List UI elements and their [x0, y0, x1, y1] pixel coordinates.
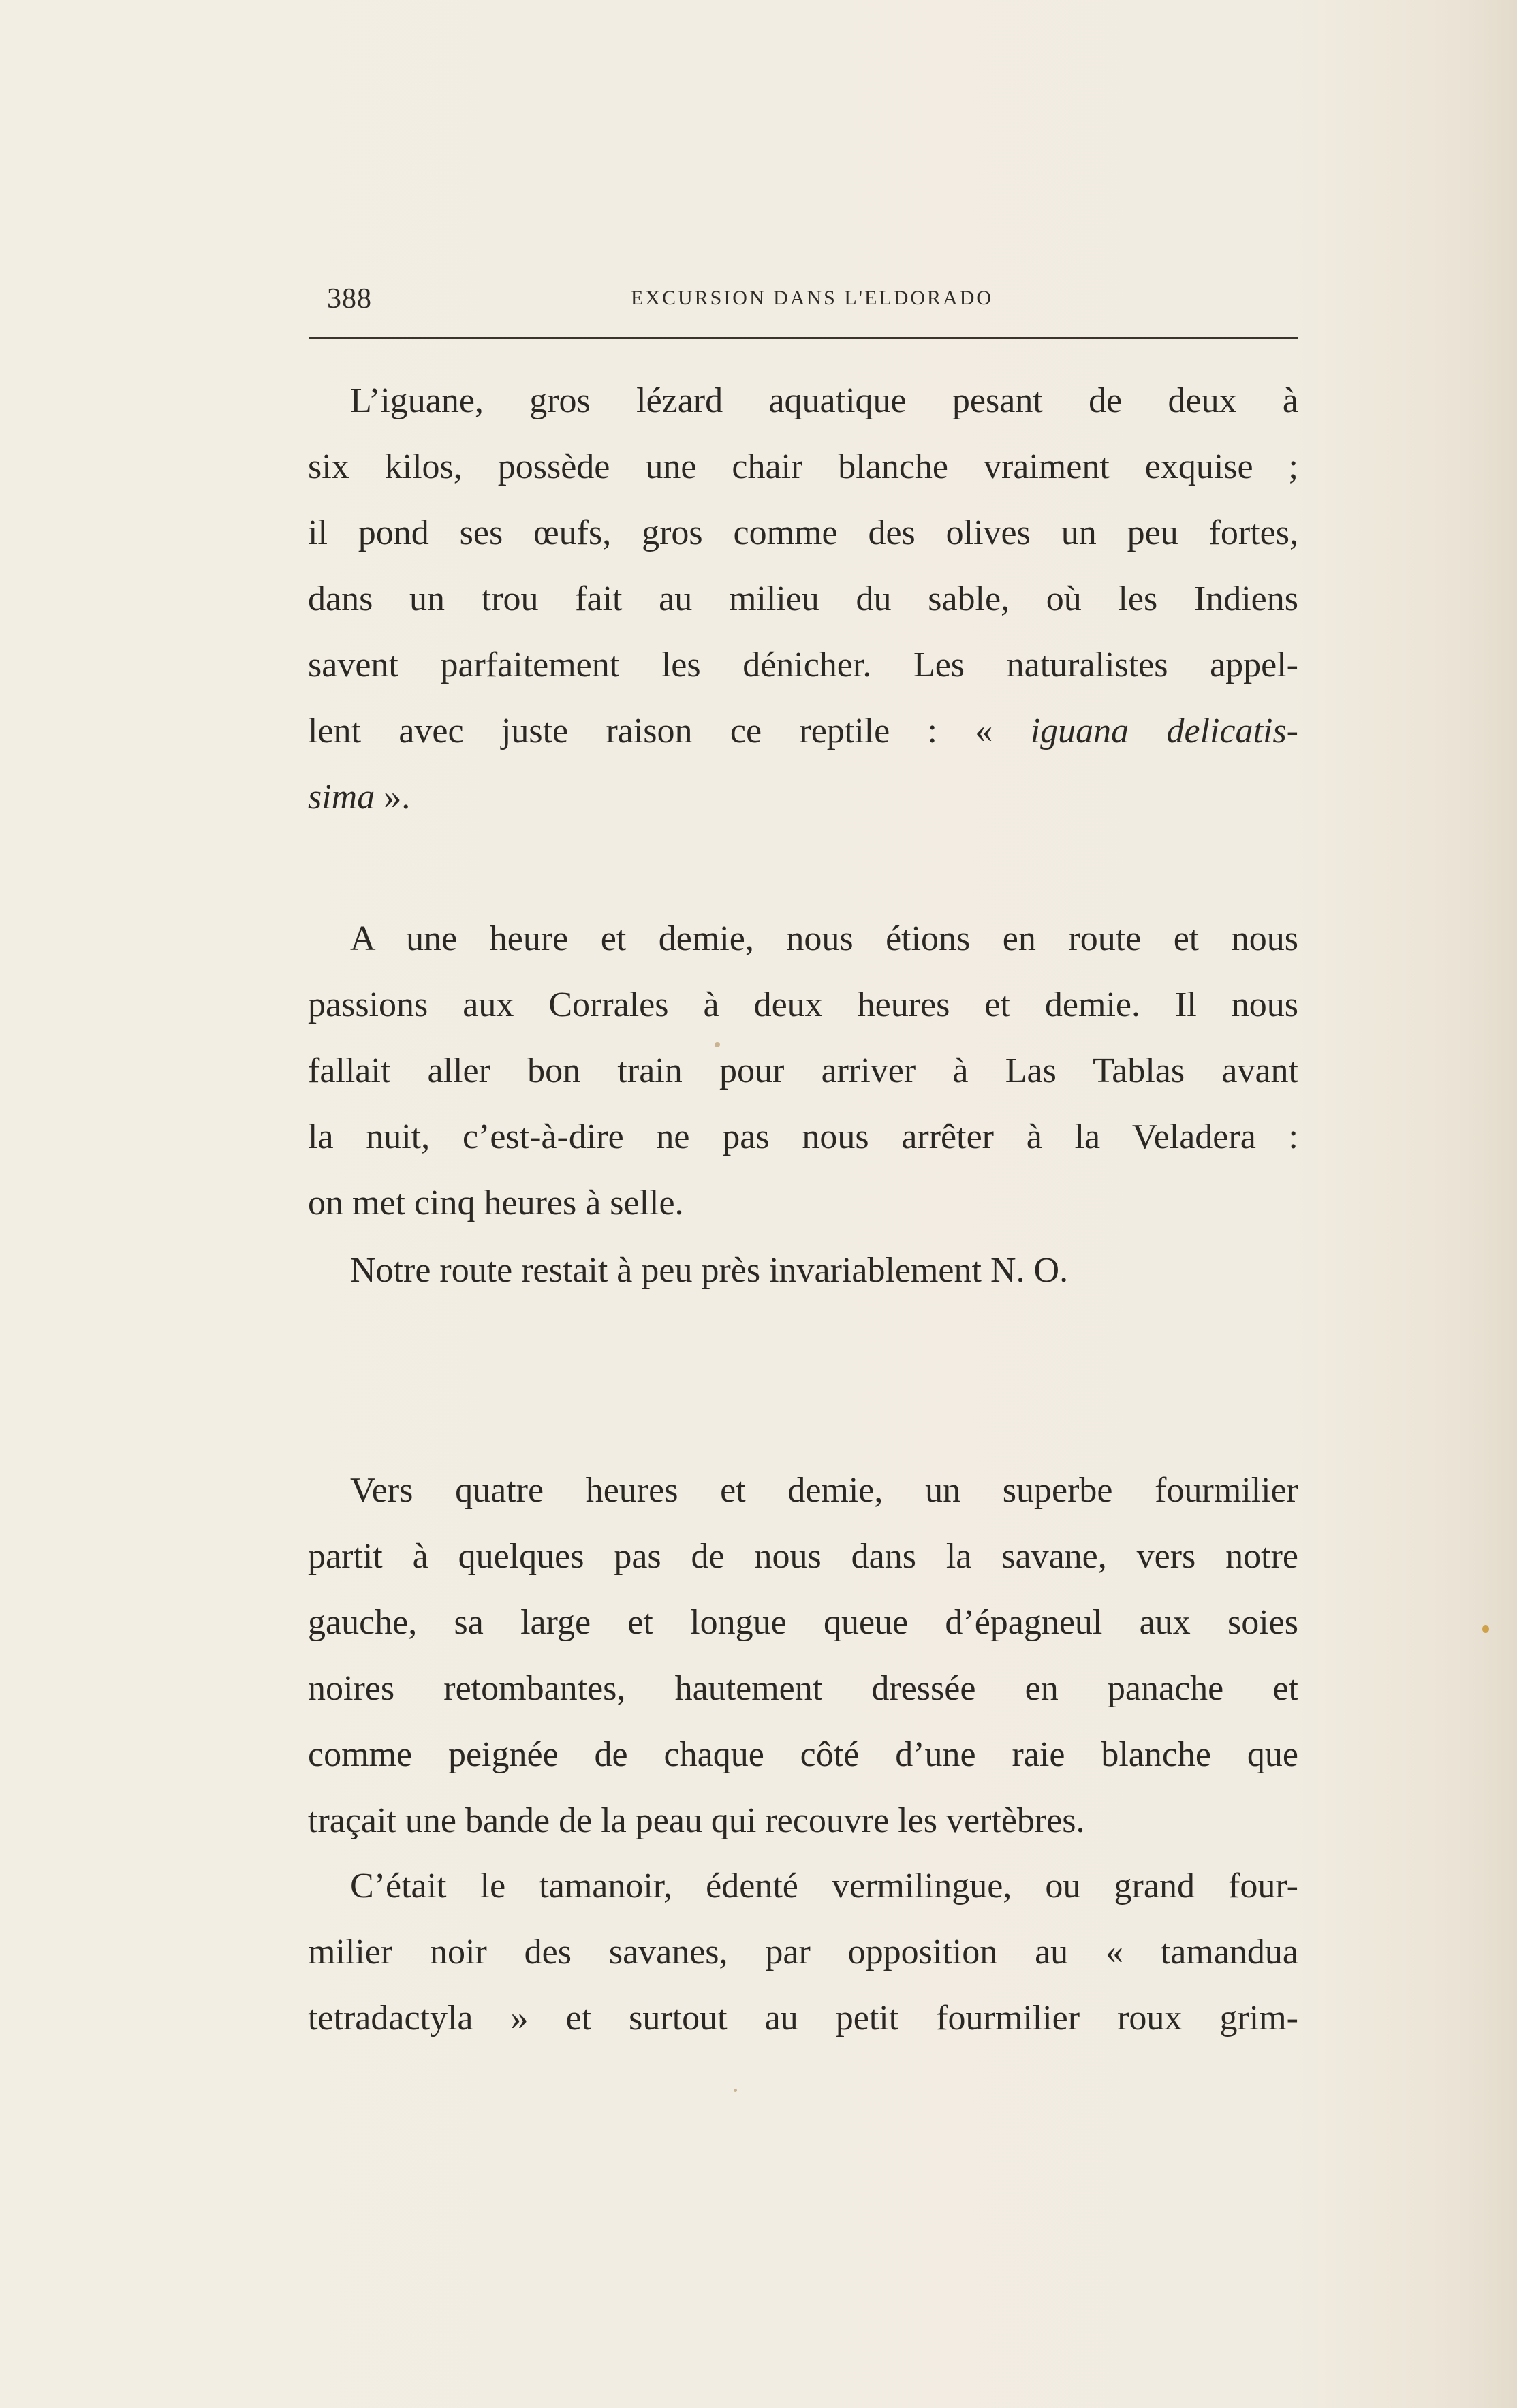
text-line: on met cinq heures à selle. [308, 1184, 684, 1222]
text-line: traçait une bande de la peau qui recouvre les vertèbres. [308, 1801, 1085, 1840]
text-line: comme peignée de chaque côté d’une raie blanche que [308, 1735, 1298, 1774]
text-line: milier noir des savanes, par opposition au « tamandua [308, 1933, 1298, 1971]
text-line: C’était le tamanoir, édenté vermilingue, ou grand four- [350, 1867, 1298, 1905]
text-line: A une heure et demie, nous étions en route et nous [350, 919, 1298, 958]
text-line: noires retombantes, hautement dressée en panache et [308, 1669, 1298, 1708]
text-line: la nuit, c’est-à-dire ne pas nous arrêter à la Veladera : [308, 1118, 1298, 1156]
paper-speck [734, 2089, 737, 2092]
paragraph-fourmilier [308, 1457, 1298, 1854]
page-header [327, 283, 1297, 323]
italic-term: sima [308, 778, 375, 817]
text-line: six kilos, possède une chair blanche vraiment exquise ; [308, 447, 1298, 486]
text-segment: ». [375, 778, 411, 817]
text-line: fallait aller bon train pour arriver à Las Tablas avant [308, 1051, 1298, 1090]
paragraph-depart [308, 906, 1298, 1236]
paragraph-iguane [308, 368, 1298, 830]
text-line: partit à quelques pas de nous dans la savane, vers notre [308, 1537, 1298, 1576]
text-line: tetradactyla » et surtout au petit fourmilier roux grim- [308, 1999, 1298, 2038]
text-line: passions aux Corrales à deux heures et demie. Il nous [308, 985, 1298, 1024]
running-title: EXCURSION DANS L'ELDORADO [630, 287, 994, 309]
text-line [308, 698, 1298, 764]
text-line: Notre route restait à peu près invariablement N. O. [350, 1251, 1069, 1290]
text-line: savent parfaitement les dénicher. Les naturalistes appel- [308, 646, 1298, 684]
text-line: L’iguane, gros lézard aquatique pesant de deux à [350, 381, 1298, 420]
text-line: gauche, sa large et longue queue d’épagneul aux soies [308, 1603, 1298, 1642]
text-line: Vers quatre heures et demie, un superbe fourmilier [350, 1471, 1298, 1510]
italic-term: iguana delicatis- [1030, 712, 1298, 750]
paragraph-route [308, 1237, 1298, 1303]
text-line [308, 764, 1298, 830]
header-rule [309, 337, 1298, 339]
paper-speck [1482, 1625, 1489, 1633]
page-number: 388 [327, 283, 372, 315]
paragraph-tamanoir [308, 1853, 1298, 2051]
text-line: dans un trou fait au milieu du sable, où les Indiens [308, 580, 1298, 618]
text-segment: lent avec juste raison ce reptile : « [308, 712, 1031, 750]
text-line: il pond ses œufs, gros comme des olives un peu fortes, [308, 513, 1298, 552]
paper-speck [715, 1042, 720, 1047]
